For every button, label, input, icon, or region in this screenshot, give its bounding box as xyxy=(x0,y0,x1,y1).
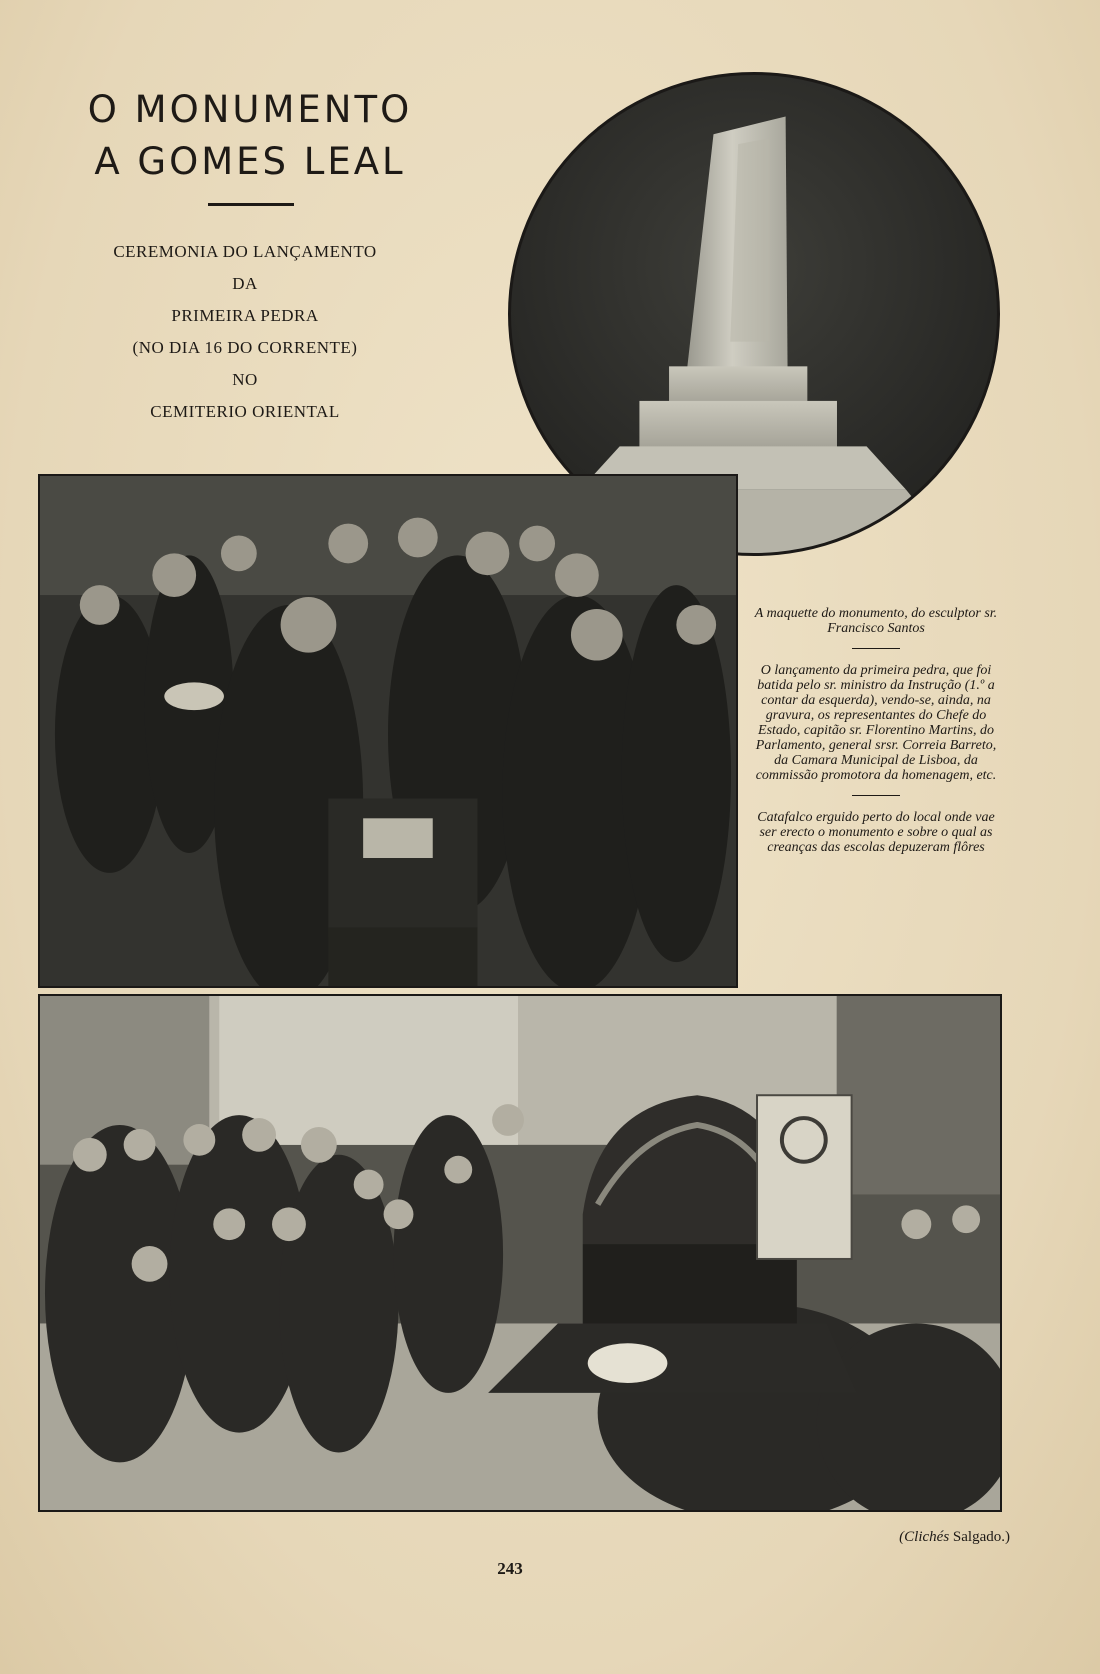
caption-maquette: A maquette do monumento, do esculptor sr. Francisco Santos xyxy=(754,606,998,636)
credit-prefix: (Clichés xyxy=(899,1529,950,1545)
subtitle-line: DA xyxy=(232,274,258,293)
article-title xyxy=(60,84,440,188)
caption-divider xyxy=(852,648,900,649)
subtitle-line: PRIMEIRA PEDRA xyxy=(171,306,319,325)
photo-credit xyxy=(820,1529,1010,1546)
subtitle-line: CEMITERIO ORIENTAL xyxy=(150,402,340,421)
ceremony-illustration xyxy=(40,476,736,986)
credit-name: Salgado.) xyxy=(952,1529,1010,1545)
catafalque-photo xyxy=(38,994,1002,1512)
ceremony-photo xyxy=(38,474,738,988)
captions-column xyxy=(752,606,1000,855)
caption-divider xyxy=(852,795,900,796)
caption-ceremony: O lançamento da primeira pedra, que foi batida pelo sr. ministro da Instrução (1.º a contar da esquerda), vendo-se, ainda, na gravura, os representantes do Chefe do Estado, capitão sr. Florentino Martins, do Parlamento, general srsr. Correia Barreto, da Camara Municipal de Lisboa, da commissão promotora da homenagem, etc. xyxy=(755,663,997,783)
title-line-1: O MONUMENTO xyxy=(87,88,413,131)
page-number: 243 xyxy=(497,1559,523,1578)
caption-catafalque: Catafalco erguido perto do local onde vae ser erecto o monumento e sobre o qual as creanças das escolas depuzeram flôres xyxy=(757,810,995,855)
subtitle-line: (NO DIA 16 DO CORRENTE) xyxy=(132,338,358,357)
title-divider xyxy=(208,203,294,206)
article-subtitle xyxy=(80,236,410,428)
title-line-2: A GOMES LEAL xyxy=(94,140,406,183)
subtitle-line: CEREMONIA DO LANÇAMENTO xyxy=(113,242,377,261)
catafalque-illustration xyxy=(40,996,1000,1510)
subtitle-line: NO xyxy=(232,370,258,389)
